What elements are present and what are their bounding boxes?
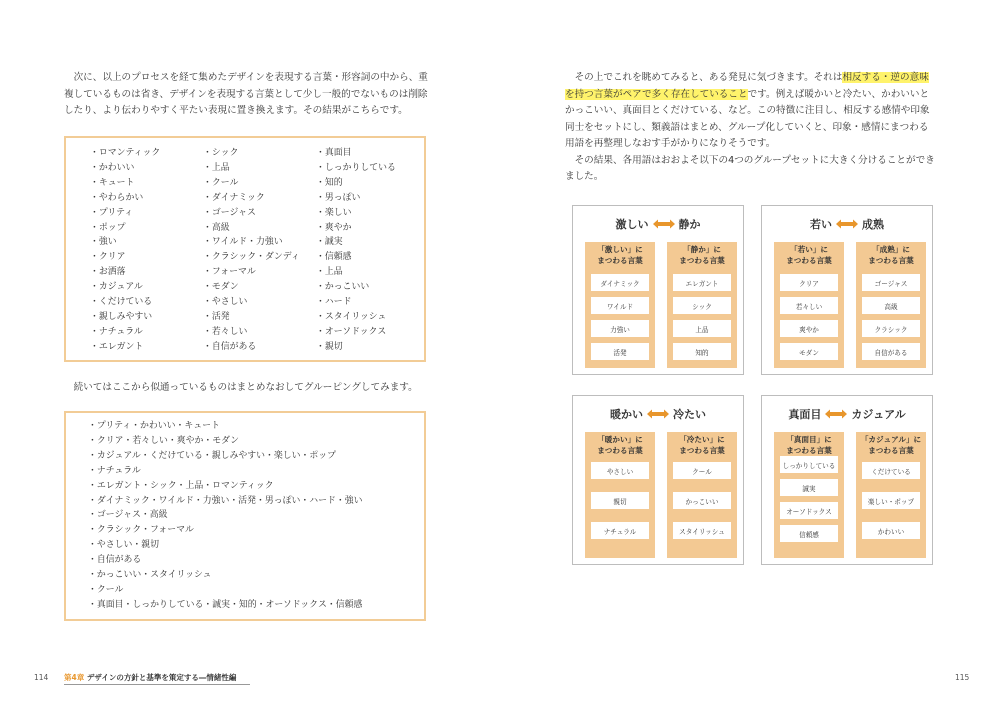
group-item: ・クール — [88, 584, 124, 595]
group-item: ・プリティ・かわいい・キュート — [88, 421, 220, 431]
column-heading: 「冷たい」に まつわる言葉 — [679, 435, 725, 455]
chapter-label — [64, 672, 236, 683]
group-list — [88, 419, 363, 613]
word-column — [667, 242, 737, 368]
word: ・エレガント — [90, 341, 144, 352]
word: ・やさしい — [203, 297, 248, 308]
word: ・若々しい — [203, 326, 248, 337]
discovery-paragraph — [565, 70, 936, 186]
right-page-number: 115 — [955, 673, 970, 682]
panel-title: 激しい 静か — [615, 218, 701, 231]
group-item: ・クリア・若々しい・爽やか・モダン — [88, 435, 239, 446]
word-chip: くだけている — [862, 462, 920, 479]
word: ・お洒落 — [90, 267, 126, 278]
word-chip: しっかりしている — [780, 456, 838, 473]
group-item: ・エレガント・シック・上品・ロマンティック — [88, 480, 274, 491]
group-item: ・カジュアル・くだけている・親しみやすい・楽しい・ポップ — [88, 450, 336, 461]
word: ・活発 — [203, 311, 230, 322]
result-paragraph: その結果、各用語はおおよそ以下の4つのグループセットに大きく分けることができました。 — [565, 154, 935, 182]
footer-rule — [64, 684, 250, 685]
column-heading: 「静か」に まつわる言葉 — [679, 245, 725, 265]
panel-title: 暖かい 冷たい — [610, 408, 706, 421]
word: ・楽しい — [316, 207, 352, 218]
word-column — [774, 432, 844, 558]
word-chip: 親切 — [591, 492, 649, 509]
word: ・ダイナミック — [203, 192, 265, 203]
para-text: その上でこれを眺めてみると、ある発見に気づきます。それは — [574, 72, 843, 83]
column-heading: 「暖かい」に まつわる言葉 — [597, 435, 643, 455]
word-chip: 活発 — [591, 343, 649, 360]
word: ・ワイルド・力強い — [203, 237, 283, 248]
word: ・親しみやすい — [90, 311, 153, 322]
word-column — [856, 432, 926, 558]
panel-serious-casual — [761, 395, 933, 565]
word-chip: ワイルド — [591, 297, 649, 314]
highlight-text: 相反する・逆の意味を — [565, 72, 929, 100]
group-item: ・ゴージャス・高級 — [88, 510, 168, 521]
word: ・オーソドックス — [316, 326, 387, 337]
group-item: ・やさしい・親切 — [88, 540, 159, 551]
word-chip: シック — [673, 297, 731, 314]
word: ・ゴージャス — [203, 207, 256, 218]
word: ・クラシック・ダンディ — [203, 252, 300, 263]
column-heading: 「若い」に まつわる言葉 — [786, 245, 832, 265]
word-chip: モダン — [780, 343, 838, 360]
word: ・ナチュラル — [90, 326, 143, 337]
highlight-text: 持つ言葉がペアで多く存在していること — [574, 88, 748, 100]
word: ・知的 — [316, 177, 343, 188]
word-list-box — [64, 136, 426, 362]
word-column — [585, 432, 655, 558]
group-item: ・かっこいい・スタイリッシュ — [88, 570, 212, 581]
word-chip: やさしい — [591, 462, 649, 479]
panel-warm-cold — [572, 395, 744, 565]
word: ・くだけている — [90, 297, 153, 308]
word: ・爽やか — [316, 222, 352, 233]
word: ・上品 — [316, 267, 343, 278]
word: ・スタイリッシュ — [316, 311, 387, 322]
word-chip: 知的 — [673, 343, 731, 360]
word-list-grid — [90, 146, 429, 355]
group-item: ・クラシック・フォーマル — [88, 525, 194, 536]
word: ・親切 — [316, 341, 343, 352]
word: ・カジュアル — [90, 282, 143, 293]
word: ・やわらかい — [90, 192, 144, 203]
word-chip: クラシック — [862, 320, 920, 337]
word: ・誠実 — [316, 237, 343, 248]
word-chip: 高級 — [862, 297, 920, 314]
word-chip: ゴージャス — [862, 274, 920, 291]
word: ・真面目 — [316, 148, 352, 158]
word-chip: 爽やか — [780, 320, 838, 337]
double-arrow-icon — [835, 218, 859, 230]
group-item: ・自信がある — [88, 555, 142, 566]
word-chip: ダイナミック — [591, 274, 649, 291]
group-list-box — [64, 411, 426, 621]
group-item: ・ダイナミック・ワイルド・力強い・活発・男っぽい・ハード・強い — [88, 495, 363, 506]
word: ・ハード — [316, 297, 352, 308]
word-column — [856, 242, 926, 368]
word-chip: 力強い — [591, 320, 649, 337]
double-arrow-icon — [646, 408, 670, 420]
word-chip: クリア — [780, 274, 838, 291]
double-arrow-icon — [652, 218, 676, 230]
chapter-title: デザインの方針と基準を策定する―情緒性編 — [86, 673, 237, 682]
double-arrow-icon — [824, 408, 848, 420]
column-heading: 「激しい」に まつわる言葉 — [597, 245, 643, 265]
panel-young-mature — [761, 205, 933, 375]
word: ・プリティ — [90, 207, 134, 218]
word-chip: 信頼感 — [780, 525, 838, 542]
word: ・ロマンティック — [90, 148, 161, 158]
word-chip: 若々しい — [780, 297, 838, 314]
word: ・自信がある — [203, 341, 257, 352]
word-column — [585, 242, 655, 368]
group-item: ・ナチュラル — [88, 465, 141, 476]
para-text: です。例えば暖かいと冷たい、かわいいとかっこいい、真面目とくだけている、など。この特徴に注目し、相反する感情や印象同士をセットにし、類義語はまとめ、グループ化していくと、印象・感情にまつわる用語を再整理しなおす手がかりになりそうです。 — [565, 88, 930, 149]
word: ・キュート — [90, 177, 135, 188]
word-column — [667, 432, 737, 558]
panel-title: 若い 成熟 — [810, 218, 884, 231]
word: ・シック — [203, 148, 239, 158]
word: ・上品 — [203, 162, 230, 173]
word: ・ポップ — [90, 222, 126, 233]
word-chip: 誠実 — [780, 479, 838, 496]
word-chip: オーソドックス — [780, 502, 838, 519]
grouping-intro: 続いてはここから似通っているものはまとめなおしてグルーピングしてみます。 — [73, 382, 418, 393]
word: ・かっこいい — [316, 282, 370, 293]
word: ・強い — [90, 237, 117, 248]
group-item: ・真面目・しっかりしている・誠実・知的・オーソドックス・信頼感 — [88, 599, 363, 610]
chapter-number: 第4章 — [64, 673, 85, 682]
word-chip: エレガント — [673, 274, 731, 291]
word-chip: クール — [673, 462, 731, 479]
word: ・フォーマル — [203, 267, 256, 278]
column-heading: 「カジュアル」に まつわる言葉 — [860, 435, 922, 455]
word: ・男っぽい — [316, 192, 361, 203]
panel-title: 真面目 カジュアル — [788, 408, 906, 421]
word: ・クール — [203, 177, 239, 188]
word: ・モダン — [203, 282, 239, 293]
word: ・信頼感 — [316, 252, 352, 263]
word: ・高級 — [203, 222, 230, 233]
column-heading: 「成熟」に まつわる言葉 — [868, 245, 914, 265]
word-chip: かっこいい — [673, 492, 731, 509]
word: ・しっかりしている — [316, 162, 396, 173]
word-chip: かわいい — [862, 522, 920, 539]
word-chip: スタイリッシュ — [673, 522, 731, 539]
word-chip: ナチュラル — [591, 522, 649, 539]
word-chip: 楽しい・ポップ — [862, 492, 920, 509]
word-column — [774, 242, 844, 368]
word-chip: 自信がある — [862, 343, 920, 360]
word: ・クリア — [90, 252, 126, 263]
panel-intense-calm — [572, 205, 744, 375]
intro-paragraph: 次に、以上のプロセスを経て集めたデザインを表現する言葉・形容詞の中から、重複しているものは省き、デザインを表現する言葉として少し一般的でないものは削除したり、より伝わりやすく平たい表現に置き換えます。その結果がこちらです。 — [64, 72, 428, 116]
left-page-number: 114 — [34, 673, 49, 682]
word: ・かわいい — [90, 162, 135, 173]
word-chip: 上品 — [673, 320, 731, 337]
column-heading: 「真面目」に まつわる言葉 — [786, 435, 832, 455]
